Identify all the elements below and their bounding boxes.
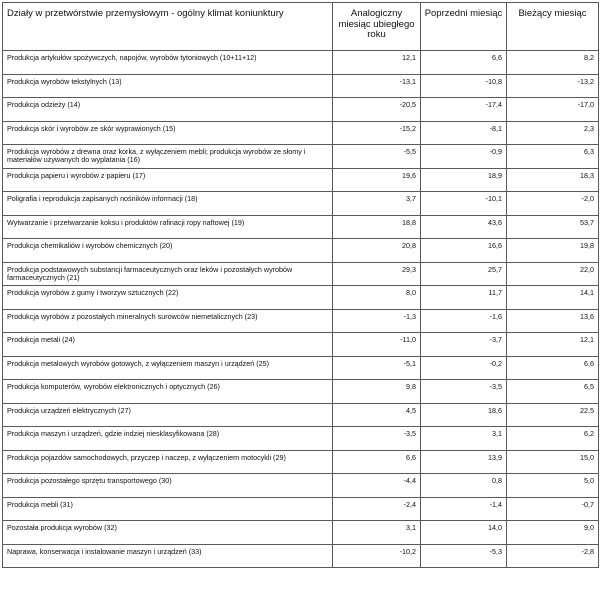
row-sector-label: Produkcja pojazdów samochodowych, przyczep i naczep, z wyłączeniem motocykli (29) [3,450,333,474]
row-prev-month-value: 18,6 [421,403,507,427]
table-row [3,145,599,169]
table-row [3,380,599,404]
table-row [3,450,599,474]
header-row [3,3,599,51]
row-prev-year-value: 6,6 [333,450,421,474]
row-current-month-value: 6,3 [507,145,599,169]
row-current-month-value: -0,7 [507,497,599,521]
row-sector-label: Produkcja maszyn i urządzeń, gdzie indziej niesklasyfikowana (28) [3,427,333,451]
row-prev-month-value: -0,2 [421,356,507,380]
table-row [3,98,599,122]
row-prev-year-value: 3,7 [333,192,421,216]
row-prev-month-value: 11,7 [421,286,507,310]
row-current-month-value: 18,3 [507,168,599,192]
header-sector: Działy w przetwórstwie przemysłowym - ogólny klimat koniunktury [3,3,333,51]
table-row [3,168,599,192]
row-prev-year-value: -13,1 [333,74,421,98]
row-prev-year-value: 4,5 [333,403,421,427]
row-prev-month-value: -3,7 [421,333,507,357]
header-prev-year: Analogiczny miesiąc ubiegłego roku [333,3,421,51]
row-prev-month-value: 3,1 [421,427,507,451]
table-row [3,215,599,239]
row-sector-label: Naprawa, konserwacja i instalowanie maszyn i urządzeń (33) [3,544,333,568]
row-prev-month-value: 18,9 [421,168,507,192]
row-current-month-value: 6,6 [507,356,599,380]
row-prev-year-value: 19,6 [333,168,421,192]
row-prev-month-value: -17,4 [421,98,507,122]
row-current-month-value: 8,2 [507,51,599,75]
table-row [3,333,599,357]
row-current-month-value: 6,2 [507,427,599,451]
table-row [3,286,599,310]
climate-table [2,2,599,568]
row-prev-month-value: -5,3 [421,544,507,568]
row-sector-label: Produkcja skór i wyrobów ze skór wyprawionych (15) [3,121,333,145]
row-prev-year-value: 12,1 [333,51,421,75]
header-prev-month: Poprzedni miesiąc [421,3,507,51]
row-sector-label: Wytwarzanie i przetwarzanie koksu i produktów rafinacji ropy naftowej (19) [3,215,333,239]
row-current-month-value: -2,8 [507,544,599,568]
row-sector-label: Produkcja metalowych wyrobów gotowych, z wyłączeniem maszyn i urządzeń (25) [3,356,333,380]
row-prev-year-value: -2,4 [333,497,421,521]
row-current-month-value: 9,0 [507,521,599,545]
row-sector-label: Produkcja chemikaliów i wyrobów chemicznych (20) [3,239,333,263]
row-sector-label: Produkcja odzieży (14) [3,98,333,122]
row-prev-month-value: 25,7 [421,262,507,286]
row-current-month-value: 6,5 [507,380,599,404]
row-prev-year-value: 9,8 [333,380,421,404]
row-prev-month-value: 16,6 [421,239,507,263]
row-sector-label: Produkcja papieru i wyrobów z papieru (17) [3,168,333,192]
row-prev-year-value: -15,2 [333,121,421,145]
row-prev-year-value: 8,0 [333,286,421,310]
row-sector-label: Produkcja wyrobów z pozostałych mineralnych surowców niemetalicznych (23) [3,309,333,333]
row-current-month-value: 22,5 [507,403,599,427]
row-prev-month-value: -1,4 [421,497,507,521]
row-prev-year-value: 18,8 [333,215,421,239]
row-current-month-value: -2,0 [507,192,599,216]
table-row [3,51,599,75]
table-row [3,74,599,98]
row-current-month-value: 15,0 [507,450,599,474]
row-prev-year-value: -20,5 [333,98,421,122]
table-row [3,427,599,451]
row-sector-label: Produkcja wyrobów tekstylnych (13) [3,74,333,98]
row-sector-label: Produkcja metali (24) [3,333,333,357]
row-prev-month-value: -8,1 [421,121,507,145]
row-sector-label: Produkcja artykułów spożywczych, napojów, wyrobów tytoniowych (10+11+12) [3,51,333,75]
row-prev-month-value: -0,9 [421,145,507,169]
table-row [3,521,599,545]
row-prev-month-value: -10,8 [421,74,507,98]
table-row [3,309,599,333]
row-current-month-value: 2,3 [507,121,599,145]
table-row [3,497,599,521]
row-sector-label: Produkcja wyrobów z drewna oraz korka, z wyłączeniem mebli; produkcja wyrobów ze słomy i materiałów używanych do wyplatania (16) [3,145,333,169]
row-prev-year-value: 3,1 [333,521,421,545]
table-row [3,356,599,380]
row-prev-year-value: -11,0 [333,333,421,357]
row-prev-month-value: 13,9 [421,450,507,474]
row-sector-label: Produkcja urządzeń elektrycznych (27) [3,403,333,427]
row-sector-label: Pozostała produkcja wyrobów (32) [3,521,333,545]
row-prev-year-value: -5,1 [333,356,421,380]
row-sector-label: Produkcja komputerów, wyrobów elektronicznych i optycznych (26) [3,380,333,404]
row-prev-month-value: -10,1 [421,192,507,216]
row-current-month-value: 19,8 [507,239,599,263]
table-row [3,474,599,498]
row-prev-year-value: -3,5 [333,427,421,451]
row-current-month-value: 22,0 [507,262,599,286]
row-sector-label: Produkcja pozostałego sprzętu transportowego (30) [3,474,333,498]
table-row [3,403,599,427]
row-prev-month-value: -3,5 [421,380,507,404]
row-prev-year-value: -10,2 [333,544,421,568]
header-current-month: Bieżący miesiąc [507,3,599,51]
row-sector-label: Poligrafia i reprodukcja zapisanych nośników informacji (18) [3,192,333,216]
row-prev-month-value: 43,6 [421,215,507,239]
row-current-month-value: 53,7 [507,215,599,239]
row-prev-year-value: 20,8 [333,239,421,263]
row-current-month-value: -13,2 [507,74,599,98]
table-row [3,262,599,286]
row-prev-year-value: -5,5 [333,145,421,169]
row-current-month-value: 12,1 [507,333,599,357]
table-row [3,192,599,216]
row-sector-label: Produkcja podstawowych substancji farmaceutycznych oraz leków i pozostałych wyrobów farmaceutycznych (21) [3,262,333,286]
table-row [3,544,599,568]
row-prev-year-value: -4,4 [333,474,421,498]
table-row [3,239,599,263]
row-prev-year-value: -1,3 [333,309,421,333]
row-current-month-value: 13,6 [507,309,599,333]
row-sector-label: Produkcja wyrobów z gumy i tworzyw sztucznych (22) [3,286,333,310]
row-current-month-value: -17,0 [507,98,599,122]
row-prev-month-value: -1,6 [421,309,507,333]
row-current-month-value: 5,0 [507,474,599,498]
row-prev-month-value: 14,0 [421,521,507,545]
row-sector-label: Produkcja mebli (31) [3,497,333,521]
row-prev-month-value: 6,6 [421,51,507,75]
row-current-month-value: 14,1 [507,286,599,310]
row-prev-year-value: 29,3 [333,262,421,286]
row-prev-month-value: 0,8 [421,474,507,498]
table-row [3,121,599,145]
